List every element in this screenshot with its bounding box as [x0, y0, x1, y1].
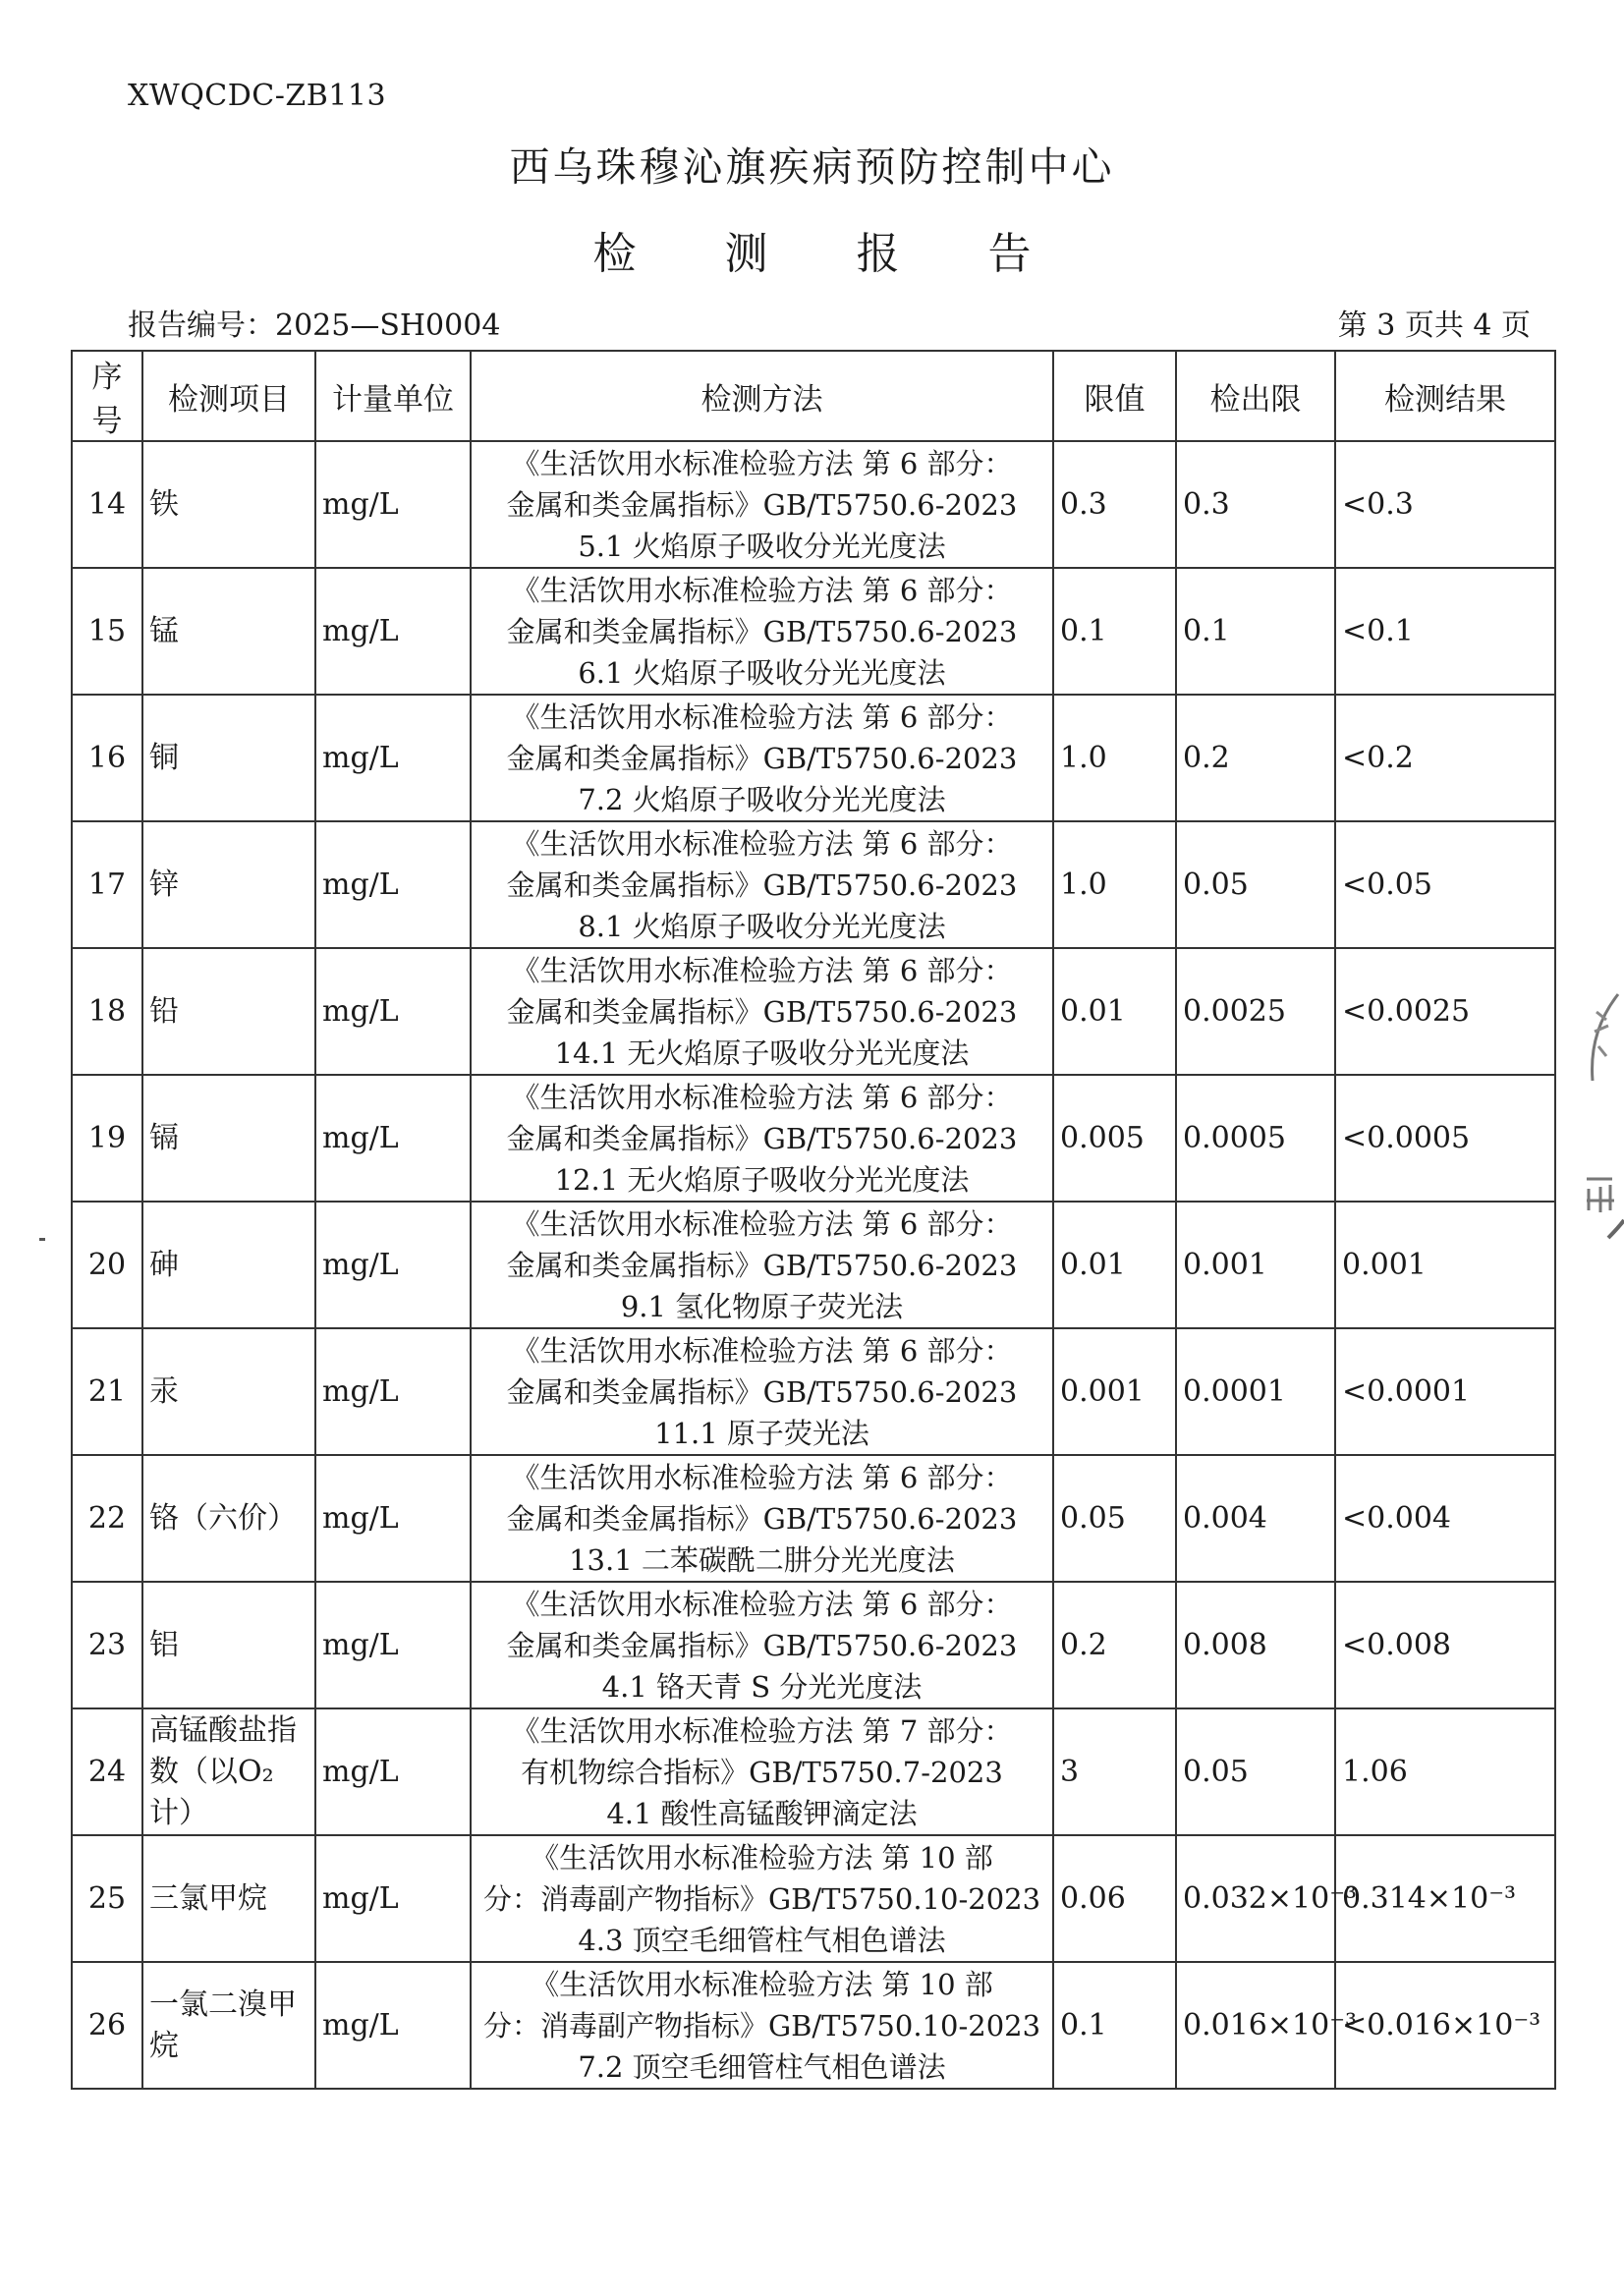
cell-no: 14 [72, 441, 142, 568]
cell-detection-limit: 0.032×10⁻³ [1176, 1835, 1335, 1962]
cell-detection-limit: 0.05 [1176, 1708, 1335, 1835]
cell-result: <0.05 [1335, 821, 1555, 948]
cell-limit: 1.0 [1053, 821, 1176, 948]
cell-method [471, 948, 1053, 1075]
method-line: 金属和类金属指标》GB/T5750.6-2023 [506, 487, 1018, 522]
method-line: 7.2 顶空毛细管柱气相色谱法 [578, 2049, 946, 2084]
method-line: 有机物综合指标》GB/T5750.7-2023 [521, 1755, 1003, 1789]
cell-limit: 0.1 [1053, 568, 1176, 695]
report-title: 检 测 报 告 [592, 229, 1069, 279]
table-row [72, 1455, 1555, 1582]
report-number: 报告编号：2025—SH0004 [128, 308, 501, 343]
cell-limit: 0.06 [1053, 1835, 1176, 1962]
method-line: 《生活饮用水标准检验方法 第 6 部分： [511, 1080, 1013, 1114]
table-row [72, 1582, 1555, 1708]
cell-limit: 0.3 [1053, 441, 1176, 568]
method-line: 9.1 氢化物原子荧光法 [620, 1289, 904, 1323]
cell-method [471, 821, 1053, 948]
column-header-no: 序号 [72, 351, 142, 441]
method-line: 金属和类金属指标》GB/T5750.6-2023 [506, 1628, 1018, 1662]
cell-result: <0.0001 [1335, 1328, 1555, 1455]
column-header-limit: 限值 [1053, 351, 1176, 441]
method-line: 5.1 火焰原子吸收分光光度法 [578, 529, 946, 563]
cell-detection-limit: 0.05 [1176, 821, 1335, 948]
cell-no: 19 [72, 1075, 142, 1202]
cell-item: 铬（六价） [142, 1455, 315, 1582]
method-line: 金属和类金属指标》GB/T5750.6-2023 [506, 614, 1018, 648]
cell-no: 18 [72, 948, 142, 1075]
table-row [72, 1708, 1555, 1835]
table-row [72, 948, 1555, 1075]
cell-method [471, 1835, 1053, 1962]
column-header-item: 检测项目 [142, 351, 315, 441]
cell-item: 镉 [142, 1075, 315, 1202]
cell-unit: mg/L [315, 1328, 471, 1455]
cell-item: 砷 [142, 1202, 315, 1328]
cell-limit: 1.0 [1053, 695, 1176, 821]
cell-method [471, 695, 1053, 821]
cell-item: 铁 [142, 441, 315, 568]
results-table [71, 350, 1556, 2090]
cell-limit: 0.05 [1053, 1455, 1176, 1582]
table-row [72, 695, 1555, 821]
cell-result: 0.001 [1335, 1202, 1555, 1328]
cell-no: 26 [72, 1962, 142, 2089]
cell-result: 1.06 [1335, 1708, 1555, 1835]
cell-item: 三氯甲烷 [142, 1835, 315, 1962]
method-line: 分：消毒副产物指标》GB/T5750.10-2023 [482, 1881, 1041, 1916]
method-line: 金属和类金属指标》GB/T5750.6-2023 [506, 1248, 1018, 1282]
method-line: 4.1 酸性高锰酸钾滴定法 [606, 1796, 918, 1830]
table-row [72, 1962, 1555, 2089]
method-line: 金属和类金属指标》GB/T5750.6-2023 [506, 868, 1018, 902]
cell-unit: mg/L [315, 948, 471, 1075]
method-line: 《生活饮用水标准检验方法 第 10 部 [531, 1967, 993, 2001]
method-line: 《生活饮用水标准检验方法 第 6 部分： [511, 1460, 1013, 1494]
cell-detection-limit: 0.1 [1176, 568, 1335, 695]
cell-result: <0.0025 [1335, 948, 1555, 1075]
cell-detection-limit: 0.0001 [1176, 1328, 1335, 1455]
cell-unit: mg/L [315, 1075, 471, 1202]
cell-detection-limit: 0.2 [1176, 695, 1335, 821]
column-header-method: 检测方法 [471, 351, 1053, 441]
cell-method [471, 1075, 1053, 1202]
cell-detection-limit: 0.0025 [1176, 948, 1335, 1075]
cell-method [471, 1582, 1053, 1708]
method-line: 12.1 无火焰原子吸收分光光度法 [554, 1162, 970, 1197]
cell-unit: mg/L [315, 1962, 471, 2089]
cell-unit: mg/L [315, 1708, 471, 1835]
cell-method [471, 1328, 1053, 1455]
table-row [72, 1075, 1555, 1202]
method-line: 金属和类金属指标》GB/T5750.6-2023 [506, 1374, 1018, 1409]
cell-no: 15 [72, 568, 142, 695]
method-line: 《生活饮用水标准检验方法 第 6 部分： [511, 1333, 1013, 1368]
cell-detection-limit: 0.004 [1176, 1455, 1335, 1582]
cell-result: <0.3 [1335, 441, 1555, 568]
cell-limit: 0.1 [1053, 1962, 1176, 2089]
cell-method [471, 1202, 1053, 1328]
page-indicator: 第 3 页共 4 页 [1337, 308, 1531, 343]
cell-limit: 3 [1053, 1708, 1176, 1835]
column-header-detection-limit: 检出限 [1176, 351, 1335, 441]
table-row [72, 1202, 1555, 1328]
cell-no: 23 [72, 1582, 142, 1708]
table-row [72, 1835, 1555, 1962]
cell-unit: mg/L [315, 568, 471, 695]
cell-limit: 0.001 [1053, 1328, 1176, 1455]
cell-result: <0.1 [1335, 568, 1555, 695]
method-line: 《生活饮用水标准检验方法 第 6 部分： [511, 700, 1013, 734]
cell-method [471, 1455, 1053, 1582]
cell-no: 24 [72, 1708, 142, 1835]
cell-unit: mg/L [315, 441, 471, 568]
cell-no: 20 [72, 1202, 142, 1328]
cell-no: 21 [72, 1328, 142, 1455]
cell-result: <0.2 [1335, 695, 1555, 821]
method-line: 《生活饮用水标准检验方法 第 6 部分： [511, 573, 1013, 607]
cell-unit: mg/L [315, 821, 471, 948]
method-line: 13.1 二苯碳酰二肼分光光度法 [569, 1542, 955, 1577]
method-line: 金属和类金属指标》GB/T5750.6-2023 [506, 1501, 1018, 1536]
method-line: 《生活饮用水标准检验方法 第 6 部分： [511, 1206, 1013, 1241]
cell-result: <0.004 [1335, 1455, 1555, 1582]
cell-unit: mg/L [315, 1202, 471, 1328]
cell-no: 17 [72, 821, 142, 948]
scan-speck [39, 1238, 45, 1241]
method-line: 《生活饮用水标准检验方法 第 6 部分： [511, 1587, 1013, 1621]
cell-limit: 0.2 [1053, 1582, 1176, 1708]
cell-item: 锰 [142, 568, 315, 695]
cell-limit: 0.01 [1053, 1202, 1176, 1328]
partial-seal-stamp [1579, 992, 1624, 1287]
method-line: 《生活饮用水标准检验方法 第 6 部分： [511, 446, 1013, 480]
method-line: 《生活饮用水标准检验方法 第 10 部 [531, 1840, 993, 1875]
cell-no: 22 [72, 1455, 142, 1582]
method-line: 4.1 铬天青 S 分光光度法 [601, 1669, 923, 1704]
cell-detection-limit: 0.008 [1176, 1582, 1335, 1708]
cell-result: <0.008 [1335, 1582, 1555, 1708]
method-line: 11.1 原子荧光法 [654, 1416, 869, 1450]
cell-detection-limit: 0.0005 [1176, 1075, 1335, 1202]
cell-result: <0.0005 [1335, 1075, 1555, 1202]
method-line: 《生活饮用水标准检验方法 第 6 部分： [511, 953, 1013, 987]
table-row [72, 568, 1555, 695]
cell-item: 铝 [142, 1582, 315, 1708]
method-line: 7.2 火焰原子吸收分光光度法 [578, 782, 946, 816]
method-line: 6.1 火焰原子吸收分光光度法 [578, 655, 946, 690]
cell-unit: mg/L [315, 1582, 471, 1708]
method-line: 金属和类金属指标》GB/T5750.6-2023 [506, 994, 1018, 1029]
table-row [72, 441, 1555, 568]
column-header-result: 检测结果 [1335, 351, 1555, 441]
cell-unit: mg/L [315, 695, 471, 821]
method-line: 金属和类金属指标》GB/T5750.6-2023 [506, 741, 1018, 775]
method-line: 4.3 顶空毛细管柱气相色谱法 [578, 1923, 946, 1957]
cell-item: 铅 [142, 948, 315, 1075]
method-line: 《生活饮用水标准检验方法 第 6 部分： [511, 826, 1013, 861]
cell-method [471, 568, 1053, 695]
cell-item: 锌 [142, 821, 315, 948]
table-header-row [72, 351, 1555, 441]
cell-result: <0.016×10⁻³ [1335, 1962, 1555, 2089]
column-header-unit: 计量单位 [315, 351, 471, 441]
cell-item: 汞 [142, 1328, 315, 1455]
method-line: 14.1 无火焰原子吸收分光光度法 [554, 1036, 970, 1070]
method-line: 8.1 火焰原子吸收分光光度法 [578, 909, 946, 943]
cell-item: 铜 [142, 695, 315, 821]
cell-detection-limit: 0.016×10⁻³ [1176, 1962, 1335, 2089]
cell-limit: 0.01 [1053, 948, 1176, 1075]
organization-name: 西乌珠穆沁旗疾病预防控制中心 [509, 143, 1115, 191]
cell-item: 一氯二溴甲烷 [142, 1962, 315, 2089]
cell-unit: mg/L [315, 1835, 471, 1962]
cell-method [471, 441, 1053, 568]
cell-item: 高锰酸盐指数（以O₂计） [142, 1708, 315, 1835]
method-line: 金属和类金属指标》GB/T5750.6-2023 [506, 1121, 1018, 1155]
cell-method [471, 1962, 1053, 2089]
cell-result: 0.314×10⁻³ [1335, 1835, 1555, 1962]
cell-method [471, 1708, 1053, 1835]
cell-limit: 0.005 [1053, 1075, 1176, 1202]
cell-unit: mg/L [315, 1455, 471, 1582]
cell-detection-limit: 0.3 [1176, 441, 1335, 568]
table-row [72, 821, 1555, 948]
cell-no: 16 [72, 695, 142, 821]
method-line: 《生活饮用水标准检验方法 第 7 部分： [511, 1713, 1013, 1748]
method-line: 分：消毒副产物指标》GB/T5750.10-2023 [482, 2008, 1041, 2043]
table-row [72, 1328, 1555, 1455]
cell-detection-limit: 0.001 [1176, 1202, 1335, 1328]
document-code: XWQCDC-ZB113 [128, 79, 387, 113]
cell-no: 25 [72, 1835, 142, 1962]
